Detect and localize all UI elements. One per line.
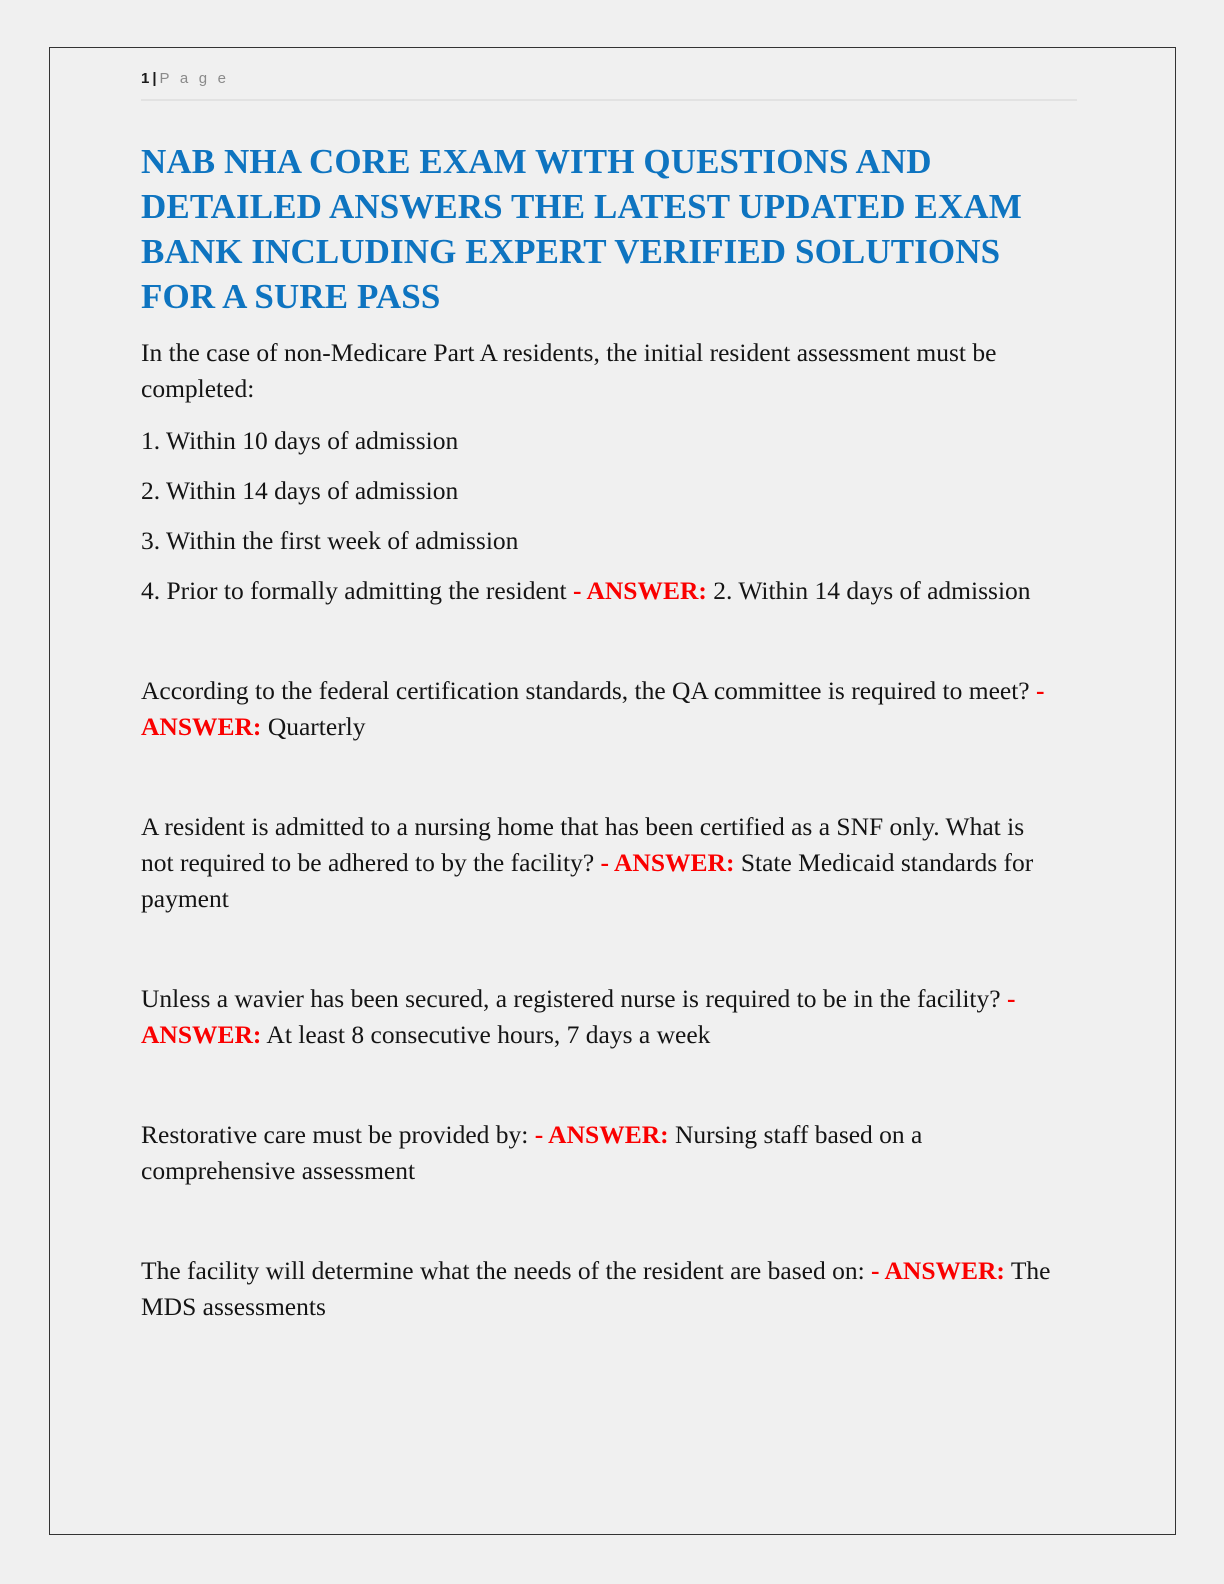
option-item-with-answer	[141, 573, 1051, 609]
question-text: Restorative care must be provided by:	[141, 1120, 529, 1149]
question-text: A resident is admitted to a nursing home that has been certified as a SNF only. What is not required to be adhered to by the facility?	[141, 812, 1025, 877]
option-item: 1. Within 10 days of admission	[141, 426, 459, 455]
answer-text: State Medicaid standards for payment	[141, 848, 1034, 913]
qa-block-6	[141, 1253, 1077, 1325]
document-body	[141, 335, 1077, 1325]
question-text: Unless a wavier has been secured, a registered nurse is required to be in the facility?	[141, 984, 1001, 1013]
document-title: NAB NHA CORE EXAM WITH QUESTIONS AND DETAILED ANSWERS THE LATEST UPDATED EXAM BANK INCLUDING EXPERT VERIFIED SOLUTIONS FOR A SURE PASS	[141, 142, 1022, 316]
option-item: 2. Within 14 days of admission	[141, 476, 459, 505]
qa-block-5	[141, 1117, 1077, 1189]
header-page-number: 1	[141, 70, 150, 87]
question-answer-pair	[141, 1253, 1051, 1325]
question-text: The facility will determine what the needs of the resident are based on:	[141, 1256, 865, 1285]
question-answer-pair	[141, 981, 1051, 1053]
qa-block-3	[141, 809, 1077, 917]
answer-text: Nursing staff based on a comprehensive assessment	[141, 1120, 923, 1185]
answer-text: The MDS assessments	[141, 1256, 1051, 1321]
answer-label: - ANSWER:	[871, 1256, 1005, 1285]
option-item: 3. Within the first week of admission	[141, 526, 519, 555]
question-answer-pair	[141, 809, 1051, 917]
question-answer-pair	[141, 1117, 1051, 1189]
answer-label: - ANSWER:	[141, 676, 1045, 741]
answer-text: At least 8 consecutive hours, 7 days a week	[266, 1020, 711, 1049]
answer-label: - ANSWER:	[573, 576, 707, 605]
page-header	[141, 68, 1077, 99]
option-text: 4. Prior to formally admitting the resident	[141, 576, 567, 605]
answer-label: - ANSWER:	[600, 848, 735, 877]
question-answer-pair	[141, 673, 1051, 745]
page-content-area	[141, 68, 1077, 1325]
question-text: According to the federal certification standards, the QA committee is required to meet?	[141, 676, 1030, 705]
answer-text: Quarterly	[267, 712, 366, 741]
qa-block-2	[141, 673, 1077, 745]
answer-label: - ANSWER:	[141, 984, 1016, 1049]
qa-block-1	[141, 335, 1077, 609]
answer-text: 2. Within 14 days of admission	[713, 576, 1031, 605]
question-stem-1: In the case of non-Medicare Part A residents, the initial resident assessment must be completed:	[141, 338, 997, 403]
header-separator: |	[152, 70, 157, 87]
option-list-1	[141, 423, 1077, 609]
document-page	[49, 47, 1176, 1535]
header-divider	[141, 99, 1077, 101]
answer-label: - ANSWER:	[534, 1120, 669, 1149]
qa-block-4	[141, 981, 1077, 1053]
header-page-label: P a g e	[159, 70, 230, 87]
